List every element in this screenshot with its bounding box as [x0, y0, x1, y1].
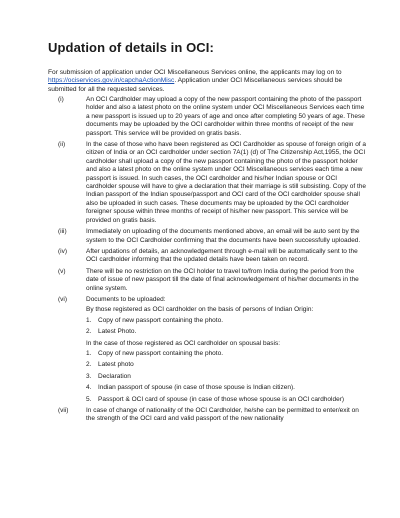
documents-list-spousal — [86, 350, 368, 404]
group-heading-spousal: In the case of those registered as OCI cardholder on spousal basis: — [86, 339, 281, 347]
list-item-number: (i) — [58, 96, 64, 103]
list-item-number: (vii) — [58, 407, 69, 414]
list-item-number: (v) — [58, 267, 66, 275]
document-text: Copy of new passport containing the photo. — [98, 316, 224, 324]
document-item — [86, 328, 368, 336]
list-item-text: In the case of those who have been registered as OCI Cardholder as spouse of foreign origin of a citizen of India or an OCI cardholder under section 7A(1) (d) of The Citizenship Act,1955, the OCI cardholder shall upload a copy of the new passport containing the photo of the passport holder and also a latest photo on the online system under OCI Miscellaneous services each time a new passport is issued. In such cases, the OCI cardholder and his/her Indian spouse or OCI cardholder spouse will have to give a declaration that their marriage is still subsisting. Copy of the Indian passport of the Indian spouse/passport and OCI card of the OCI cardholder spouse shall also be uploaded in such cases. These documents may be uploaded by the OCI cardholder foreigner spouse within three months of receipt of his/her new passport. This service will be provided on gratis basis. — [86, 141, 367, 224]
document-item — [86, 317, 368, 325]
group-heading-indian-origin: By those registered as OCI cardholder on the basis of persons of Indian Origin: — [86, 306, 314, 314]
document-text: Declaration — [98, 372, 131, 380]
intro-text-before: For submission of application under OCI Miscellaneous Services online, the applicants may log on to — [48, 69, 342, 76]
page-title: Updation of details in OCI: — [48, 40, 214, 55]
document-number: 1. — [86, 349, 92, 357]
list-item — [48, 407, 368, 424]
document-number: 2. — [86, 328, 92, 336]
list-item — [48, 248, 368, 265]
document-number: 4. — [86, 384, 92, 392]
document-number: 2. — [86, 361, 92, 369]
list-item-text: Documents to be uploaded: — [86, 295, 166, 303]
list-item-number: (iii) — [58, 228, 67, 236]
list-item-documents — [48, 296, 368, 404]
oci-services-link[interactable]: https://ociservices.gov.in/capchaActionMisc — [48, 77, 175, 85]
list-item-text: In case of change of nationality of the OCI Cardholder, he/she can be permitted to enter/exit on the strength of the OCI card and valid passport of the new nationality — [86, 407, 359, 423]
intro-text-after: . Application under OCI Miscellaneous services should be submitted for all the requested services. — [48, 77, 343, 93]
document-number: 3. — [86, 372, 92, 380]
list-item — [48, 268, 368, 293]
document-text: Latest Photo. — [98, 328, 137, 336]
document-text: Passport & OCI card of spouse (in case of those whose spouse is an OCI cardholder) — [98, 395, 345, 403]
documents-list-indian-origin — [86, 317, 368, 337]
list-item — [48, 141, 368, 225]
document-item — [86, 396, 368, 404]
list-item — [48, 228, 368, 245]
document-item — [86, 384, 368, 392]
list-item-text: Immediately on uploading of the documents mentioned above, an email will be auto sent by the system to the OCI Cardholder confirming that the documents have been successfully uploaded. — [86, 228, 361, 244]
list-item-number: (ii) — [58, 141, 66, 149]
document-number: 1. — [86, 316, 92, 324]
document-item — [86, 373, 368, 381]
document-item — [86, 361, 368, 369]
list-item-number: (iv) — [58, 247, 68, 255]
numbered-list — [48, 96, 368, 427]
document-text: Copy of new passport containing the photo. — [98, 349, 224, 357]
list-item-text: After updations of details, an acknowledgement through e-mail will be automatically sent to the OCI cardholder informing that the updated details have been taken on record. — [86, 247, 358, 264]
list-item — [48, 96, 368, 138]
list-item-text: An OCI Cardholder may upload a copy of the new passport containing the photo of the passport holder and also a latest photo on the online system under OCI Miscellaneous Services each time a new passport is issued up to 20 years of age and once after completing 50 years of age. These documents may be uploaded by the OCI cardholder within three months of receipt of the new passport. This service will be provided on gratis basis. — [86, 96, 365, 137]
list-item-number: (vi) — [58, 295, 68, 303]
list-item-text: There will be no restriction on the OCI holder to travel to/from India during the period from the date of issue of new passport till the date of final acknowledgement of his/her documents in the online system. — [86, 267, 359, 292]
document-item — [86, 350, 368, 358]
document-text: Latest photo — [98, 361, 134, 369]
document-text: Indian passport of spouse (in case of those spouse is Indian citizen). — [98, 384, 295, 392]
document-number: 5. — [86, 395, 92, 403]
intro-paragraph — [48, 69, 366, 94]
